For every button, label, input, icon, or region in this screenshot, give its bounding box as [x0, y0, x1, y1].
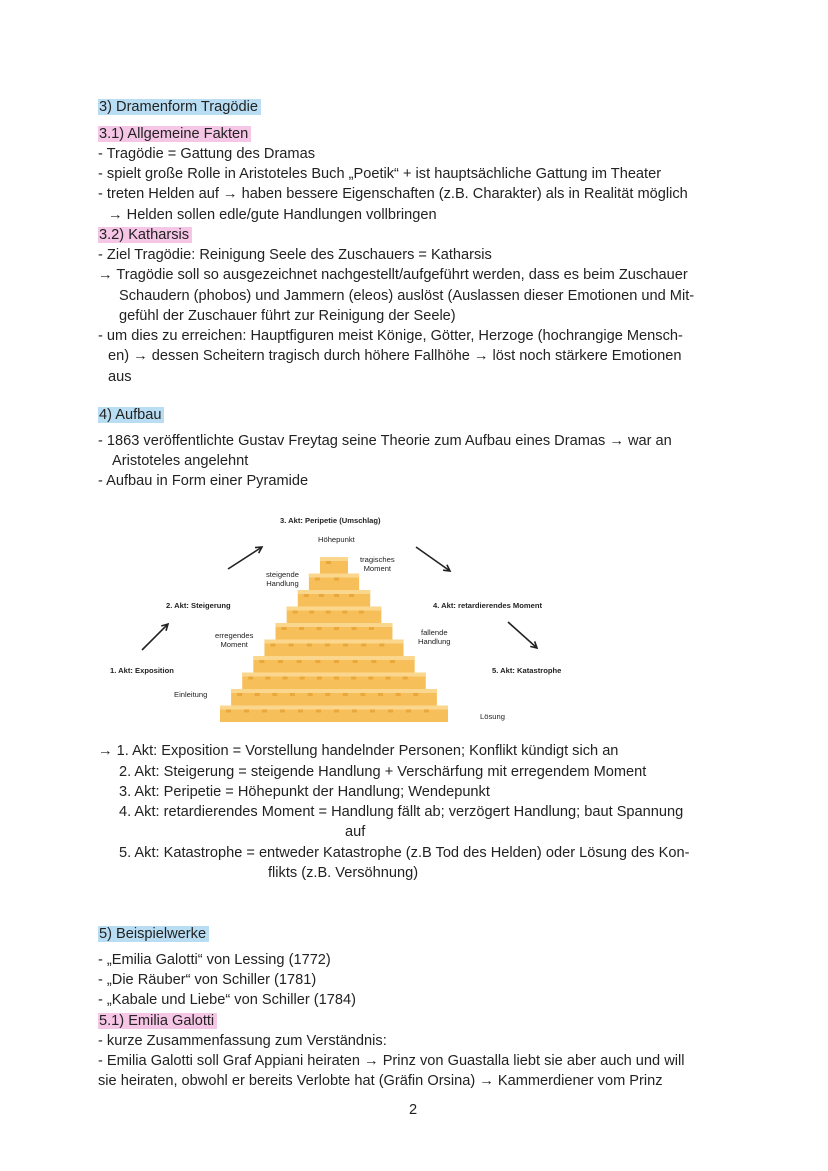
pyramid-step	[320, 557, 348, 574]
text-line: - Tragödie = Gattung des Dramas	[98, 146, 315, 162]
work-item: - „Emilia Galotti“ von Lessing (1772)	[98, 952, 331, 968]
pyramid-step	[309, 574, 359, 591]
pyramid-step	[242, 673, 426, 690]
text-line: - Emilia Galotti soll Graf Appiani heiraten → Prinz von Guastalla liebt sie aber auch und will	[98, 1053, 685, 1069]
erregendes-moment-label: erregendes Moment	[215, 631, 254, 649]
summary-line: → 1. Akt: Exposition = Vorstellung handelnder Personen; Konflikt kündigt sich an	[98, 743, 619, 759]
act5-label: 5. Akt: Katastrophe	[492, 666, 562, 675]
pyramid-step	[253, 656, 414, 673]
act2-label: 2. Akt: Steigerung	[166, 601, 231, 610]
summary-line: 3. Akt: Peripetie = Höhepunkt der Handlung; Wendepunkt	[119, 784, 490, 800]
text-line: → Tragödie soll so ausgezeichnet nachgestellt/aufgeführt werden, dass es beim Zuschauer	[98, 267, 688, 283]
hoehepunkt-label: Höhepunkt	[318, 535, 355, 544]
arrow-down-2-icon	[508, 622, 537, 648]
text-line: aus	[108, 369, 132, 385]
summary-line: flikts (z.B. Versöhnung)	[268, 865, 419, 881]
summary-line: 4. Akt: retardierendes Moment = Handlung fällt ab; verzögert Handlung; baut Spannung	[119, 804, 684, 820]
act1-label: 1. Akt: Exposition	[110, 666, 174, 675]
act4-label: 4. Akt: retardierendes Moment	[433, 601, 543, 610]
pyramid-step	[276, 623, 393, 640]
act3-label: 3. Akt: Peripetie (Umschlag)	[280, 516, 381, 525]
tragisches-moment-label: tragisches Moment	[360, 555, 395, 573]
fallende-handlung-label: fallende Handlung	[418, 628, 451, 646]
section-5-1-heading: 5.1) Emilia Galotti	[98, 1011, 217, 1031]
text-line: Schaudern (phobos) und Jammern (eleos) auslöst (Auslassen dieser Emotionen und Mit-	[119, 288, 695, 304]
pyramid-step	[287, 607, 382, 624]
loesung-label: Lösung	[480, 712, 505, 721]
section-4-heading: 4) Aufbau	[98, 405, 164, 425]
pyramid-step	[264, 640, 403, 657]
text-line: - 1863 veröffentlichte Gustav Freytag seine Theorie zum Aufbau eines Dramas → war an	[98, 433, 672, 449]
text-line: → Helden sollen edle/gute Handlungen vollbringen	[108, 207, 437, 223]
text-line: sie heiraten, obwohl er bereits Verlobte hat (Gräfin Orsina) → Kammerdiener vom Prinz	[98, 1073, 663, 1089]
pyramid-graphic	[100, 510, 580, 730]
steigende-handlung-label: steigende Handlung	[266, 570, 299, 588]
einleitung-label: Einleitung	[174, 690, 208, 699]
summary-line: auf	[345, 824, 366, 840]
text-line: Aristoteles angelehnt	[112, 453, 249, 469]
section-3-heading: 3) Dramenform Tragödie	[98, 97, 261, 117]
work-item: - „Kabale und Liebe“ von Schiller (1784)	[98, 992, 356, 1008]
pyramid-step	[231, 689, 437, 706]
section-3-1-heading: 3.1) Allgemeine Fakten	[98, 124, 251, 144]
text-line: - spielt große Rolle in Aristoteles Buch „Poetik“ + ist hauptsächliche Gattung im Theater	[98, 166, 662, 182]
summary-line: 5. Akt: Katastrophe = entweder Katastrophe (z.B Tod des Helden) oder Lösung des Kon-	[119, 845, 690, 861]
text-line: - treten Helden auf → haben bessere Eigenschaften (z.B. Charakter) als in Realität möglich	[98, 186, 688, 202]
text-line: - kurze Zusammenfassung zum Verständnis:	[98, 1033, 387, 1049]
arrow-down-1-icon	[416, 547, 450, 571]
work-item: - „Die Räuber“ von Schiller (1781)	[98, 972, 317, 988]
text-line: - um dies zu erreichen: Hauptfiguren meist Könige, Götter, Herzoge (hochrangige Mensch-	[98, 328, 683, 344]
page-number: 2	[409, 1102, 418, 1118]
section-3-2-heading: 3.2) Katharsis	[98, 225, 192, 245]
pyramid-step	[298, 590, 370, 607]
text-line: gefühl der Zuschauer führt zur Reinigung der Seele)	[119, 308, 456, 324]
text-line: en) → dessen Scheitern tragisch durch höhere Fallhöhe → löst noch stärkere Emotionen	[108, 348, 682, 364]
text-line: - Ziel Tragödie: Reinigung Seele des Zuschauers = Katharsis	[98, 247, 492, 263]
section-5-heading: 5) Beispielwerke	[98, 924, 209, 944]
summary-line: 2. Akt: Steigerung = steigende Handlung + Verschärfung mit erregendem Moment	[119, 764, 647, 780]
arrow-up-2-icon	[228, 547, 262, 569]
arrow-up-1-icon	[142, 624, 168, 650]
pyramid-step	[220, 706, 448, 723]
text-line: - Aufbau in Form einer Pyramide	[98, 473, 309, 489]
